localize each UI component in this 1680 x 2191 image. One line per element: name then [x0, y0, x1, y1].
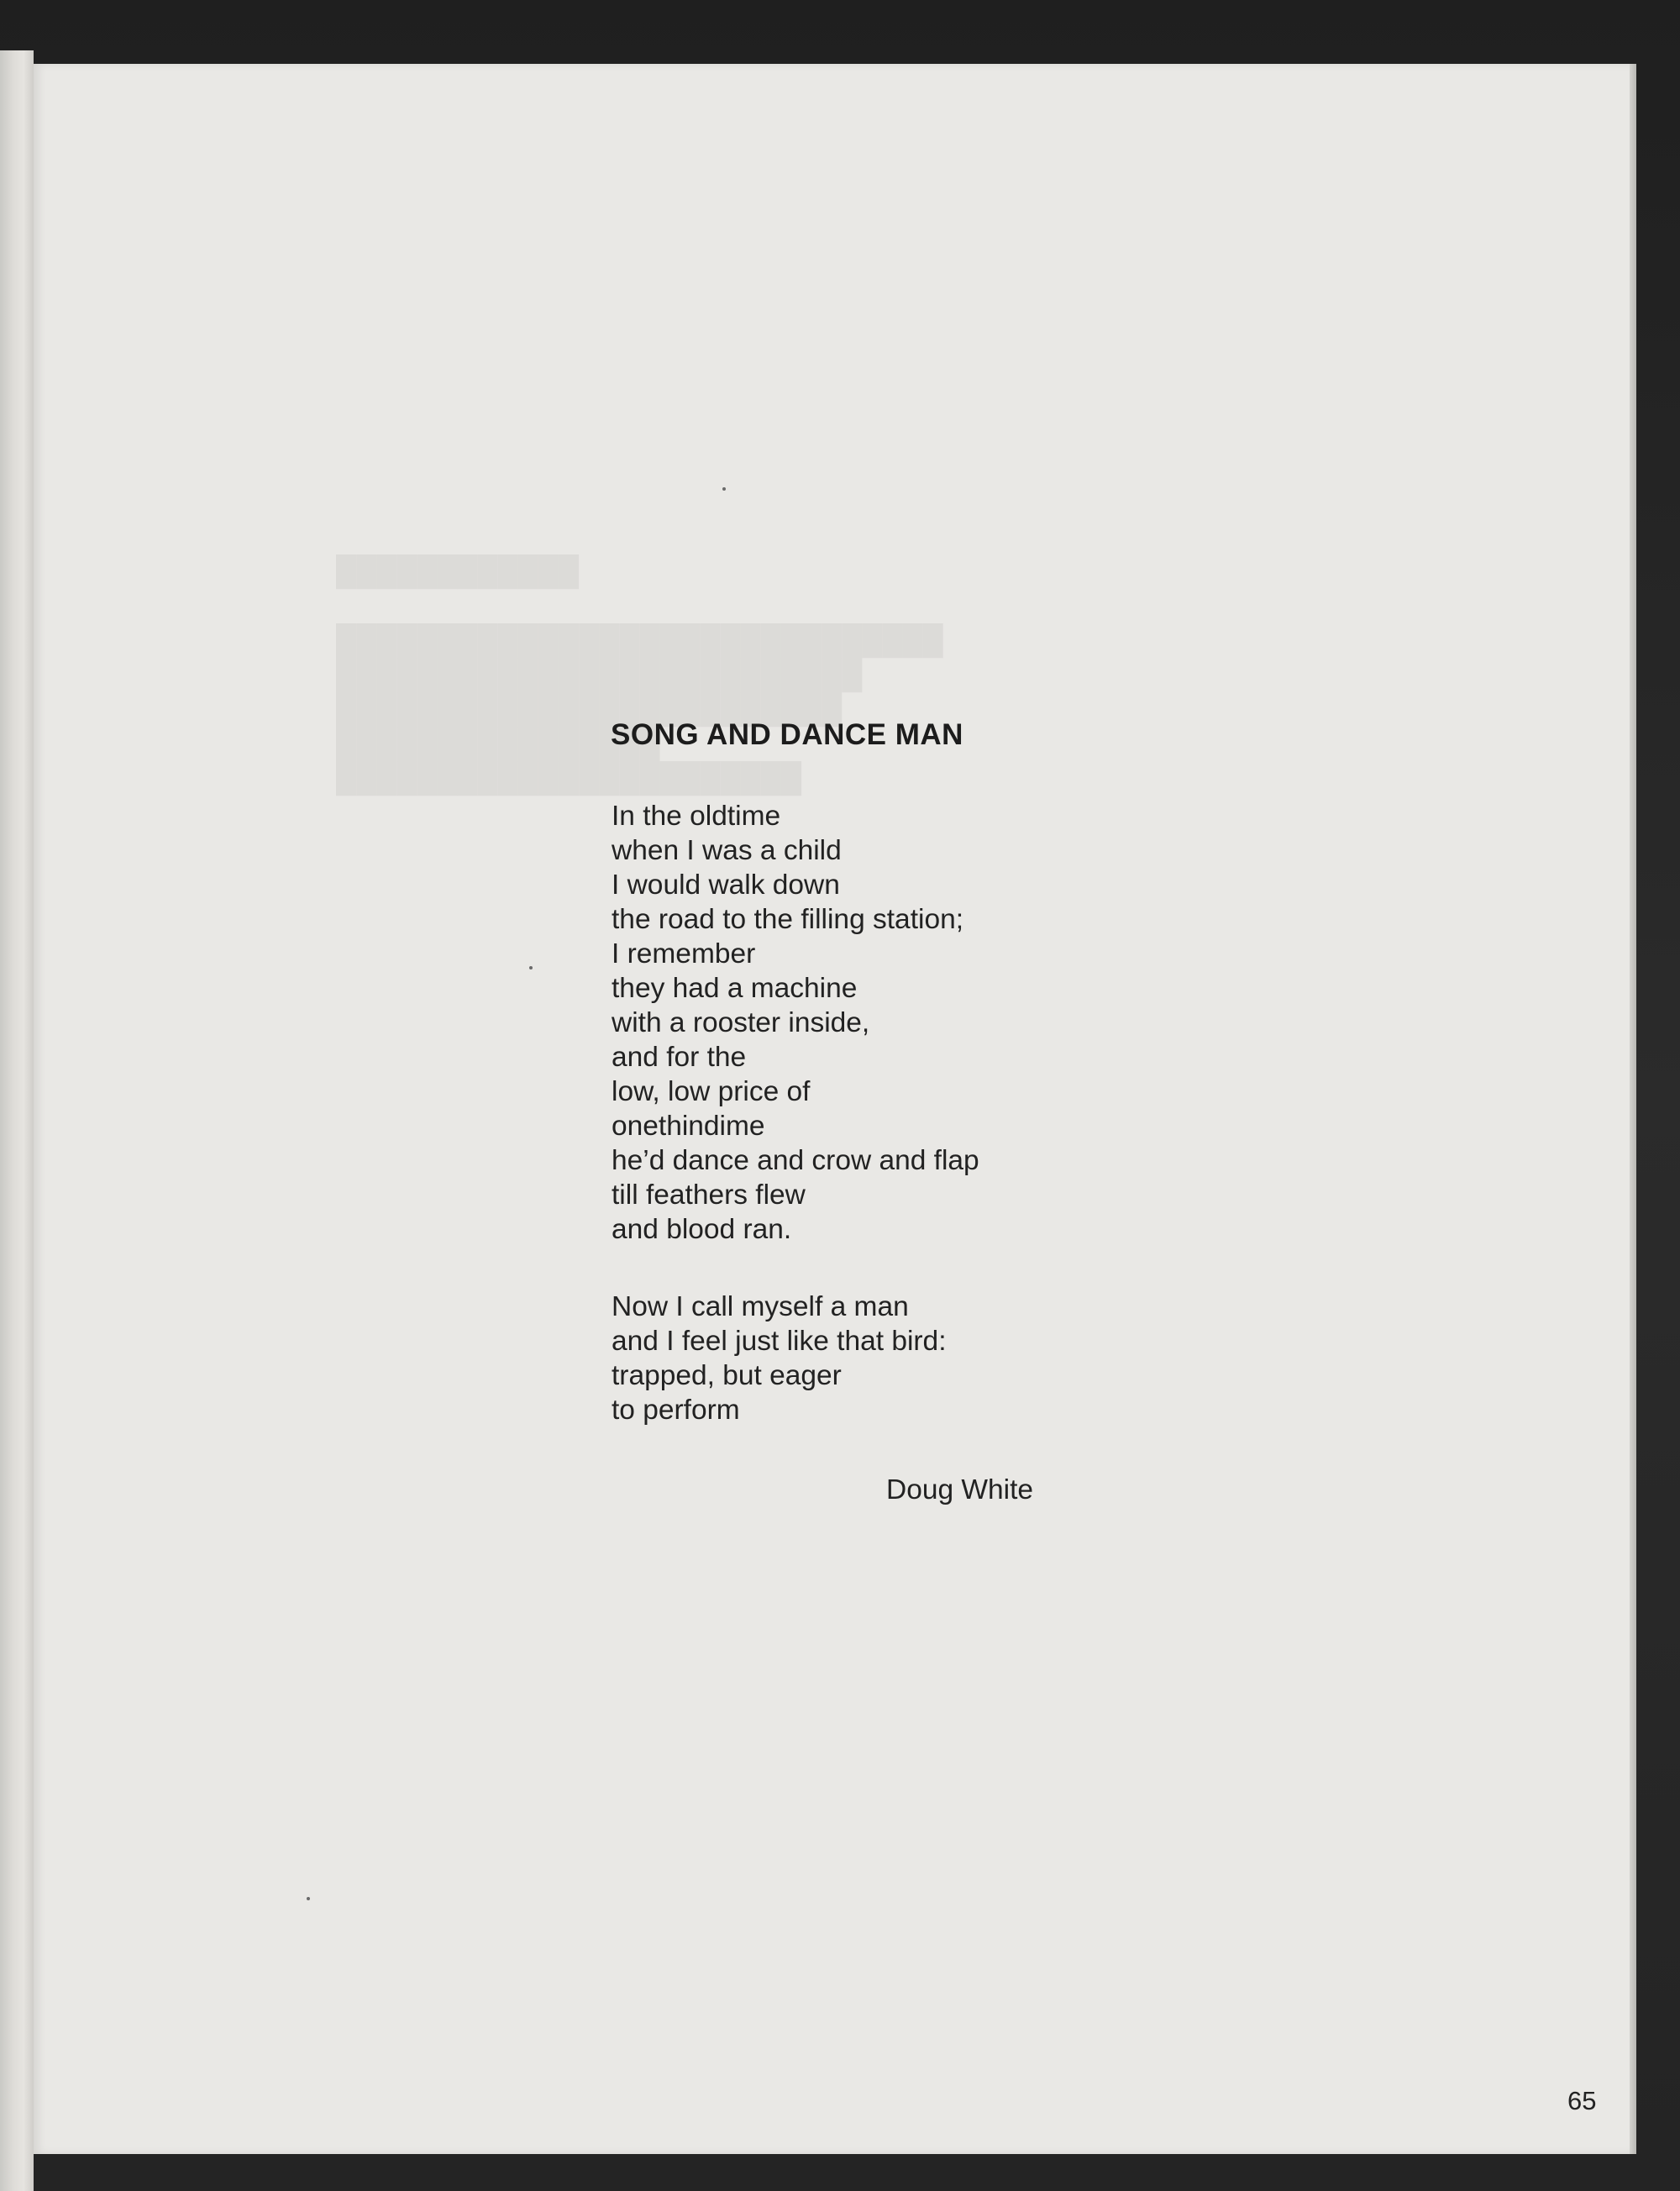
poem-line: I remember: [612, 938, 756, 969]
poem-line: they had a machine: [612, 973, 858, 1004]
poem-stanza-1: [612, 799, 979, 1247]
poem-line: and I feel just like that bird:: [612, 1326, 947, 1357]
page-number: 65: [1567, 2086, 1597, 2115]
poem-line: and blood ran.: [612, 1214, 792, 1245]
poem-author: Doug White: [886, 1474, 1034, 1505]
dust-speck: [722, 487, 726, 491]
poem-line: when I was a child: [612, 835, 842, 866]
dust-speck: [529, 966, 533, 969]
poem-line: he’d dance and crow and flap: [612, 1145, 979, 1176]
poem-line: I would walk down: [612, 870, 840, 901]
book-spine-edge: [0, 50, 34, 2191]
poem-line: with a rooster inside,: [612, 1007, 870, 1038]
page-right-edge: [1630, 64, 1636, 2154]
poem-stanza-2: [612, 1290, 947, 1427]
poem-line: In the oldtime: [612, 801, 781, 832]
dust-speck: [307, 1897, 310, 1900]
poem-title: SONG AND DANCE MAN: [611, 718, 963, 751]
poem-line: trapped, but eager: [612, 1360, 842, 1391]
poem-line: to perform: [612, 1395, 740, 1426]
poem-line: the road to the filling station;: [612, 904, 964, 935]
poem-line: till feathers flew: [612, 1180, 806, 1211]
poem-line: and for the: [612, 1042, 747, 1073]
bleed-through-text: ████████████ ██████████████████████████████ ██████████████████████████ █████████████████████████ ████████████████ ███████████████████████: [336, 555, 943, 794]
poem-line: onethindime: [612, 1111, 765, 1142]
poem-line: Now I call myself a man: [612, 1291, 909, 1322]
poem-line: low, low price of: [612, 1076, 811, 1107]
